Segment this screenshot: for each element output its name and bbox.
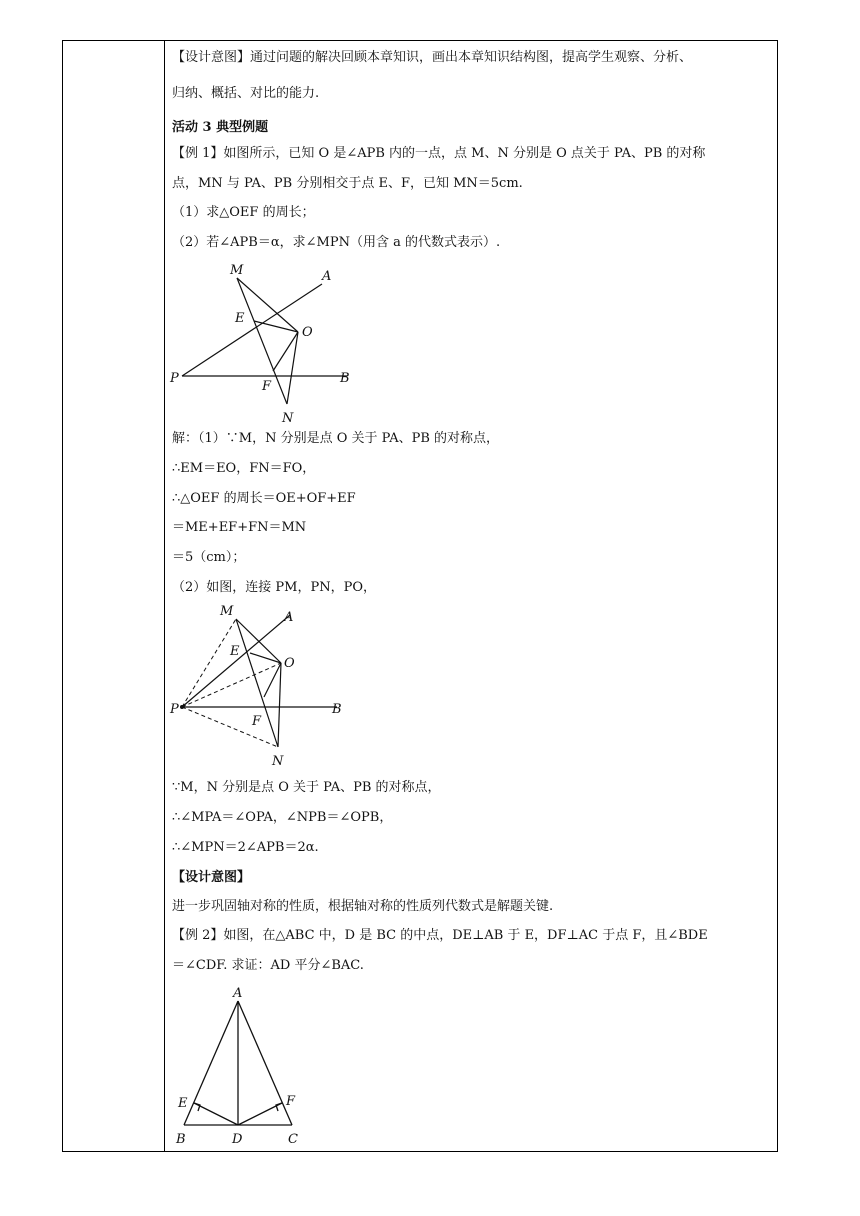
example2-line-2: ＝∠CDF. 求证：AD 平分∠BAC. [172,958,364,973]
solution-line-4: ＝ME+EF+FN＝MN [172,520,307,535]
fig3-label-b: B [176,1132,186,1147]
fig2-label-p: P [170,702,179,717]
fig2-label-n: N [272,754,284,769]
fig2-label-b: B [332,702,342,717]
table-frame [62,40,778,1152]
fig1-label-e: E [235,311,245,326]
fig2-label-m: M [220,604,234,619]
fig1-label-n: N [282,411,294,426]
fig1-label-b: B [340,371,350,386]
fig2-label-f: F [252,714,262,729]
fig1-label-o: O [302,325,313,340]
solution-line-2: ∴EM＝EO，FN＝FO， [172,461,316,476]
design-intent-line-1: 【设计意图】通过问题的解决回顾本章知识，画出本章知识结构图，提高学生观察、分析、 [172,50,693,65]
figure-2 [172,601,372,771]
example1-line-2: 点，MN 与 PA、PB 分别相交于点 E、F，已知 MN＝5cm. [172,176,523,191]
activity-heading: 活动 3 典型例题 [172,120,269,135]
fig3-label-f: F [286,1094,296,1109]
fig3-label-c: C [288,1132,298,1147]
reason-line-2: ∴∠MPA＝∠OPA，∠NPB＝∠OPB， [172,810,393,825]
fig1-label-m: M [230,263,244,278]
figure-1 [172,256,372,426]
fig3-label-a: A [233,986,243,1001]
reason-line-3: ∴∠MPN＝2∠APB＝2α. [172,840,319,855]
fig2-label-a: A [284,610,294,625]
fig2-label-e: E [230,644,240,659]
design-intent-heading: 【设计意图】 [172,870,251,885]
solution-line-5: ＝5（cm）； [172,550,246,565]
example2-line-1: 【例 2】如图，在△ABC 中，D 是 BC 的中点，DE⊥AB 于 E，DF⊥AC 于点 F，且∠BDE [172,928,708,943]
design-intent-text: 进一步巩固轴对称的性质，根据轴对称的性质列代数式是解题关键. [172,899,554,914]
fig3-label-e: E [178,1096,188,1111]
reason-line-1: ∵M，N 分别是点 O 关于 PA、PB 的对称点， [172,780,441,795]
example1-question-1: （1）求△OEF 的周长； [172,205,315,220]
solution-line-1: 解：（1）∵M，N 分别是点 O 关于 PA、PB 的对称点， [172,431,500,446]
fig1-label-f: F [262,379,272,394]
solution-line-3: ∴△OEF 的周长＝OE+OF+EF [172,491,356,506]
example1-question-2: （2）若∠APB＝α，求∠MPN（用含 a 的代数式表示）. [172,235,501,250]
fig1-label-a: A [322,269,332,284]
solution-line-6: （2）如图，连接 PM，PN，PO， [172,580,376,595]
fig2-label-o: O [284,656,295,671]
example1-line-1: 【例 1】如图所示，已知 O 是∠APB 内的一点，点 M、N 分别是 O 点关于 PA、PB 的对称 [172,146,706,161]
column-divider [164,41,165,1151]
figure-3 [172,983,332,1149]
fig3-label-d: D [232,1132,243,1147]
design-intent-line-2: 归纳、概括、对比的能力. [172,86,320,101]
fig1-label-p: P [170,371,179,386]
